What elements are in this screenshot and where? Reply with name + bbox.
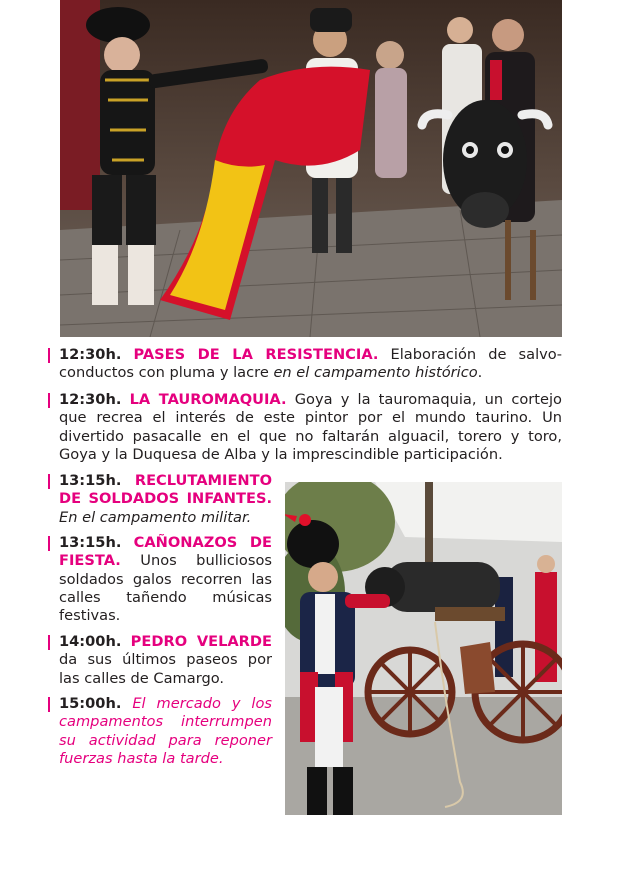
entry-text: da sus últimos paseos por las calles de Camargo. [59,651,272,687]
schedule-entry [59,472,272,527]
schedule-entry [59,391,562,464]
entry-marker [48,697,50,712]
entry-title: PEDRO VELARDE [130,633,272,650]
entry-title: RECLUTAMIENTO DE SOLDADOS INFANTES. [59,472,272,508]
entry-time: 12:30h. [59,391,122,408]
schedule-entry [59,346,562,383]
schedule-entry [59,695,272,768]
entry-title: LA TAUROMAQUIA. [129,391,287,408]
entry-marker [48,536,50,551]
entry-title: PASES DE LA RESISTENCIA. [133,346,379,363]
entry-end: . [477,364,483,382]
entry-text: Unos bulliciosos soldados galos recorren las calles tañendo músicas festivas. [59,552,272,625]
entry-marker [48,348,50,363]
entry-title: CAÑONAZOS DE FIESTA. [59,534,273,570]
cannon-photo [285,482,562,815]
entry-marker [48,474,50,489]
entry-time: 13:15h. [59,534,122,551]
entry-location: en el campamento histórico [273,364,478,382]
entry-time: 14:00h. [59,633,122,650]
entry-text: Goya y la tauromaquia, un cortejo que recrea el interés de este pintor por el mundo taurino. Un divertido pasacalle en el que no faltarán alguacil, torero y toro, Goya y la Duquesa de Alba y la imprescindible participación. [59,391,562,463]
entry-marker [48,393,50,408]
schedule-entry [59,633,272,688]
entry-time: 13:15h. [59,472,122,489]
schedule-entry [59,534,272,625]
entry-text: El mercado y los campamentos interrumpen su actividad para reponer fuerzas hasta la tarde. [59,695,272,767]
entry-time: 15:00h. [59,695,122,712]
entry-location: En el campamento militar. [59,508,252,526]
entry-marker [48,635,50,650]
entry-time: 12:30h. [59,346,122,363]
tauromaquia-photo [60,0,562,337]
entry-text: Elaboración de salvoconductos con pluma y lacre [59,346,563,382]
